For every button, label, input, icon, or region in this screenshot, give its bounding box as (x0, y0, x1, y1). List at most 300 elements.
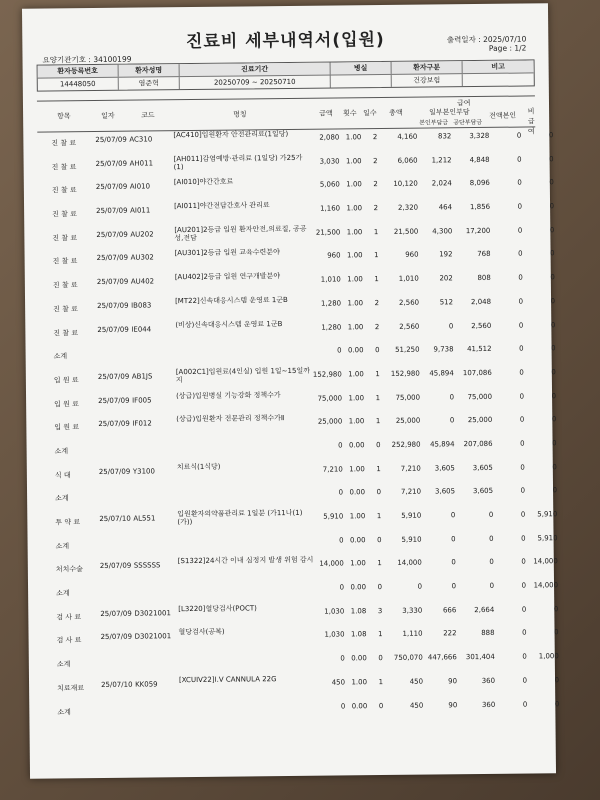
cell-cat: 입 원 료 (54, 423, 80, 432)
cell-days: 2 (373, 204, 379, 213)
cell-amt: 1,030 (324, 607, 345, 616)
cell-total: 25,000 (395, 416, 421, 426)
cell-amt: 7,210 (322, 465, 343, 474)
cell-pat: 447,666 (427, 653, 457, 662)
label-period: 진료기간 (180, 63, 331, 77)
cell-days: 0 (378, 654, 383, 663)
label-patient-type: 환자구분 (392, 61, 463, 74)
cell-pat: 222 (443, 629, 457, 638)
cell-ins: 0 (489, 534, 494, 543)
patient-name: 염준혁 (119, 77, 180, 90)
cell-non: 0 (550, 297, 556, 306)
cell-ins: 2,560 (471, 321, 492, 330)
cell-code: Y3100 (132, 467, 155, 476)
cell-code: AI011 (130, 206, 151, 215)
cell-amt: 0 (339, 583, 345, 592)
cell-name: [MT22]신속대응시스템 운영료 1군B (175, 295, 288, 306)
cell-cnt: 1.00 (346, 251, 363, 260)
cell-ins: 8,096 (469, 179, 490, 188)
cell-code: D3021001 (134, 608, 171, 618)
cell-days: 1 (376, 464, 381, 473)
cell-ins: 2,048 (470, 297, 492, 306)
cell-cnt: 0.00 (350, 583, 367, 592)
cell-full: 0 (521, 581, 527, 590)
cell-name: [AC410]입원환자 안전관리료(1일당) (173, 129, 289, 140)
cell-name: [AU402]2등급 입원 연구개발분야 (174, 272, 281, 282)
cell-code: IF005 (132, 396, 152, 405)
cell-ins: 41,512 (467, 345, 492, 354)
cell-total: 1,010 (398, 274, 419, 283)
cell-date: 25/07/10 (101, 680, 133, 689)
cell-non: 0 (554, 628, 559, 637)
cell-pat: 90 (448, 700, 458, 709)
cell-ins: 360 (481, 676, 496, 685)
cell-total: 14,000 (397, 558, 422, 568)
col-total: 총액 (389, 108, 403, 117)
cell-code: IB083 (131, 301, 152, 310)
cell-full: 0 (518, 249, 523, 259)
cell-name: 입원환자의약품관리료 1일분 (가11나(1)(가)) (177, 508, 303, 527)
cell-days: 1 (374, 251, 379, 260)
cell-date: 25/07/09 (95, 135, 127, 145)
cell-total: 0 (417, 582, 423, 591)
cell-code: SSSSSS (133, 561, 161, 571)
cell-amt: 0 (338, 441, 343, 450)
cell-non: 0 (551, 344, 556, 353)
cell-total: 5,910 (401, 535, 422, 544)
col-name: 명칭 (233, 110, 247, 119)
cell-total: 450 (409, 701, 424, 710)
cell-days: 1 (373, 227, 379, 236)
cell-pat: 832 (437, 132, 452, 141)
cell-name: [A002C1]입원료(4인실) 입원 1일~15일까지 (175, 366, 311, 385)
col-date: 일자 (101, 111, 115, 120)
cell-full: 0 (516, 131, 522, 140)
cell-amt: 5,060 (319, 180, 340, 190)
cell-full: 0 (520, 439, 525, 448)
cell-days: 2 (373, 180, 378, 189)
patient-no: 14448050 (38, 78, 119, 91)
cell-code: AL551 (133, 514, 156, 523)
cell-name (176, 343, 312, 344)
cell-non: 0 (552, 439, 557, 448)
cell-full: 0 (522, 652, 527, 661)
cell-total: 252,980 (391, 440, 421, 449)
cell-pat: 2,024 (431, 179, 452, 188)
cell-pat: 45,894 (430, 440, 455, 449)
cell-cnt: 1.00 (346, 227, 363, 237)
cell-full: 0 (521, 605, 527, 614)
cell-pat: 0 (451, 534, 456, 543)
cell-cat: 진 찰 료 (52, 233, 78, 243)
col-full-pay: 전액본인 (489, 111, 517, 120)
cell-amt: 0 (340, 701, 346, 710)
cell-total: 1,110 (402, 630, 423, 639)
cell-total: 960 (405, 251, 419, 260)
document-title: 진료비 세부내역서(입원) (185, 29, 385, 53)
cell-amt: 152,980 (312, 370, 342, 379)
cell-full: 0 (520, 463, 525, 472)
cell-days: 1 (374, 275, 379, 284)
cell-pat: 202 (439, 274, 453, 283)
cell-amt: 1,160 (320, 204, 341, 213)
col-insurer-share: 공단부담금 (453, 118, 483, 127)
cell-days: 0 (376, 488, 382, 497)
cell-days: 0 (376, 440, 381, 450)
cell-ins: 3,605 (472, 487, 494, 496)
cell-total: 2,320 (397, 203, 419, 212)
cell-cat: 소계 (53, 352, 68, 361)
cell-name (179, 698, 315, 699)
cell-pat: 4,300 (432, 227, 453, 236)
cell-cat: 진 찰 료 (51, 139, 77, 148)
cell-cat: 소계 (54, 447, 69, 456)
cell-amt: 1,030 (324, 630, 345, 640)
cell-total: 4,160 (397, 132, 418, 141)
cell-non: 0 (549, 225, 555, 235)
org-code: 요양기관기호 : 34100199 (42, 54, 132, 65)
cell-days: 0 (377, 583, 383, 592)
cell-days: 3 (377, 606, 383, 615)
cell-non: 0 (549, 178, 554, 187)
col-benefit: 급여 (456, 99, 471, 108)
cell-cnt: 1.08 (350, 606, 367, 616)
cell-total: 2,560 (399, 322, 420, 331)
cell-cat: 진 찰 료 (51, 186, 77, 195)
cell-total: 6,060 (397, 156, 418, 165)
cell-amt: 1,280 (320, 299, 342, 308)
cell-ins: 207,086 (463, 439, 493, 449)
cell-non: 5,910 (537, 533, 558, 543)
cell-code: D3021001 (134, 632, 172, 642)
cell-ins: 2,664 (474, 605, 495, 614)
cell-date: 25/07/09 (96, 206, 128, 216)
cell-name: [XCUIV22]I.V CANNULA 22G (178, 674, 277, 684)
patient-info-table (37, 59, 535, 91)
label-room: 병실 (331, 62, 392, 75)
cell-full: 0 (518, 297, 524, 306)
cell-code: IF012 (132, 419, 152, 428)
cell-pat: 3,605 (434, 487, 456, 496)
cell-cat: 식 대 (54, 470, 71, 480)
cell-date: 25/07/09 (97, 372, 130, 381)
cell-ins: 301,404 (465, 652, 495, 662)
cell-cat: 투 약 료 (55, 518, 81, 527)
cell-cnt: 0.00 (351, 654, 367, 663)
cell-pat: 0 (451, 558, 456, 567)
cell-total: 3,330 (402, 606, 423, 615)
cell-amt: 450 (331, 678, 346, 687)
cell-non: 0 (551, 415, 557, 424)
cell-cat: 진 찰 료 (51, 162, 77, 172)
cell-date: 25/07/10 (99, 514, 131, 523)
cell-cnt: 0.00 (348, 441, 365, 450)
cell-pat: 9,738 (433, 345, 454, 354)
cell-cat: 입 원 료 (53, 376, 79, 385)
cell-ins: 0 (489, 558, 494, 567)
cell-name: [AU201]2등급 입원 환자안전,의료질, 공공성,전담 (174, 224, 307, 242)
cell-cat: 치료재료 (57, 683, 85, 693)
cell-code: IE044 (131, 324, 152, 334)
cell-full: 0 (517, 226, 523, 235)
label-patient-no: 환자등록번호 (38, 65, 119, 78)
col-patient-share: 본인부담금 (419, 119, 449, 127)
cell-amt: 0 (339, 536, 344, 545)
cell-name (178, 580, 314, 581)
cell-date: 25/07/09 (100, 609, 132, 618)
cell-non: 14,000 (533, 557, 558, 566)
cell-pat: 90 (448, 677, 458, 686)
cell-non: 0 (548, 131, 554, 140)
cell-name: [S1322]24시간 이내 심정지 발생 위험 감시 (177, 556, 314, 566)
cell-total: 5,910 (401, 511, 422, 520)
cell-days: 0 (378, 701, 384, 710)
cell-total: 10,120 (393, 180, 418, 189)
cell-cat: 소계 (56, 660, 71, 669)
cell-non: 0 (554, 676, 560, 685)
cell-amt: 1,010 (320, 275, 341, 284)
cell-date: 25/07/09 (95, 183, 128, 192)
cell-days: 1 (375, 393, 381, 402)
cell-days: 1 (378, 677, 384, 686)
cell-date: 25/07/09 (95, 159, 128, 168)
cell-name: [L3220]혈당검사(POCT) (178, 604, 257, 613)
cell-cat: 소계 (55, 494, 69, 503)
cell-ins: 17,200 (465, 226, 491, 235)
cell-cnt: 1.00 (347, 322, 364, 331)
cell-cat: 진 찰 료 (52, 257, 78, 266)
cell-amt: 0 (340, 654, 345, 663)
cell-total: 450 (409, 677, 424, 686)
cell-pat: 0 (448, 321, 454, 330)
cell-total: 75,000 (395, 393, 421, 402)
cell-cnt: 1.00 (348, 393, 365, 402)
cell-cat: 검 사 료 (56, 612, 82, 622)
cell-non: 0 (550, 320, 556, 329)
cell-non: 1,000 (538, 652, 559, 661)
cell-days: 0 (377, 535, 382, 544)
remarks (463, 73, 534, 86)
cell-cnt: 1.00 (348, 370, 364, 379)
cell-cnt: 1.00 (351, 678, 368, 687)
cell-pat: 666 (442, 606, 457, 615)
cell-code: AC310 (129, 135, 153, 144)
col-count: 횟수 (343, 109, 357, 118)
cell-amt: 75,000 (317, 394, 343, 403)
cell-pat: 0 (450, 511, 456, 520)
cell-code: AH011 (129, 159, 154, 168)
cell-total: 7,210 (400, 487, 422, 497)
cell-name: [AU301]2등급 입원 교육수련분야 (174, 248, 280, 258)
col-category: 항목 (57, 112, 71, 121)
cell-non: 0 (551, 391, 557, 400)
col-copay: 일부본인부담 (429, 108, 470, 117)
cell-total: 2,560 (398, 298, 420, 307)
cell-full: 0 (519, 392, 525, 401)
cell-cnt: 0.00 (347, 346, 364, 355)
cell-cat: 입 원 료 (54, 399, 79, 409)
cell-ins: 360 (481, 700, 496, 709)
cell-pat: 464 (438, 203, 453, 212)
cell-days: 1 (378, 630, 383, 639)
cell-date: 25/07/09 (98, 467, 131, 476)
cell-cat: 진 찰 료 (52, 281, 78, 290)
cell-total: 7,210 (400, 464, 421, 473)
cell-cnt: 1.08 (350, 630, 367, 639)
cell-non: 0 (549, 154, 554, 163)
subtotal-row (43, 696, 560, 725)
cell-cat: 진 찰 료 (53, 328, 79, 337)
cell-full: 0 (519, 368, 524, 377)
cell-amt: 1,280 (321, 322, 342, 332)
cell-non: 0 (549, 202, 555, 211)
label-remarks: 비고 (491, 62, 505, 71)
cell-date: 25/07/09 (98, 396, 130, 405)
cell-name: [AI010]야간간호료 (173, 177, 234, 187)
treatment-period: 20250709 ~ 20250710 (180, 76, 331, 90)
cell-ins: 3,328 (469, 131, 490, 141)
cell-cat: 소계 (56, 589, 70, 598)
cell-amt: 14,000 (319, 559, 344, 569)
cell-days: 1 (375, 417, 381, 426)
cell-date: 25/07/09 (96, 230, 128, 239)
cell-full: 0 (522, 676, 528, 685)
cell-non: 0 (550, 249, 555, 258)
cell-cnt: 1.00 (348, 417, 365, 426)
cell-cnt: 1.00 (349, 464, 365, 473)
cell-pat: 0 (449, 416, 455, 425)
cell-pat: 192 (439, 250, 453, 259)
col-non-benefit: 비급여 (527, 107, 535, 136)
cell-pat: 1,212 (431, 155, 452, 165)
col-amount: 금액 (319, 109, 333, 118)
cell-ins: 888 (481, 629, 495, 638)
cell-non: 0 (550, 273, 555, 282)
cell-pat: 512 (439, 298, 454, 307)
cell-non: 0 (554, 699, 560, 708)
cell-name: [AH011]감염예방·관리료 (1일당) 가25가(1) (173, 153, 303, 171)
room (331, 75, 392, 88)
cell-date: 25/07/09 (100, 633, 133, 642)
cell-non: 0 (551, 368, 556, 377)
cell-date: 25/07/09 (96, 277, 129, 287)
page-number: Page : 1/2 (488, 43, 527, 53)
cell-total: 51,250 (395, 345, 420, 355)
document-page (22, 3, 560, 778)
cell-amt: 0 (338, 488, 344, 497)
cell-ins: 0 (488, 510, 494, 519)
cell-cat: 소계 (55, 541, 70, 551)
cell-cnt: 1.00 (345, 156, 362, 166)
cell-code: KK059 (135, 680, 158, 689)
cell-code: AU402 (130, 277, 155, 286)
cell-full: 0 (517, 178, 522, 187)
cell-days: 0 (375, 346, 380, 355)
cell-days: 1 (377, 559, 382, 568)
cell-full: 0 (518, 321, 524, 330)
cell-name (177, 532, 313, 533)
cell-days: 1 (375, 369, 380, 378)
cell-amt: 25,000 (317, 417, 343, 426)
print-date: 출력일자 : 2025/07/10 (446, 34, 527, 45)
cell-name (179, 651, 315, 652)
cell-cnt: 1.00 (349, 512, 366, 521)
cell-non: 5,910 (537, 510, 558, 519)
cell-days: 2 (374, 322, 380, 331)
cell-cat: 소계 (57, 707, 71, 716)
cell-ins: 3,605 (472, 463, 493, 472)
cell-days: 2 (373, 156, 378, 165)
cell-full: 0 (517, 202, 523, 211)
cell-days: 1 (376, 512, 382, 521)
cell-full: 0 (521, 534, 526, 543)
detail-rows (37, 127, 560, 724)
cell-cnt: 1.00 (347, 299, 364, 308)
col-days: 일수 (363, 109, 377, 118)
cell-date: 25/07/09 (97, 301, 129, 310)
cell-cnt: 0.00 (349, 488, 366, 497)
cell-ins: 75,000 (467, 392, 493, 401)
cell-days: 2 (374, 298, 380, 307)
cell-total: 152,980 (390, 369, 420, 378)
cell-code: AU302 (130, 253, 154, 263)
cell-name (176, 438, 312, 439)
cell-ins: 808 (477, 274, 491, 283)
cell-full: 0 (520, 486, 526, 495)
cell-cat: 검 사 료 (56, 636, 82, 645)
cell-name: (비상)신속대응시스템 운영료 1군B (175, 319, 283, 329)
cell-full: 0 (520, 510, 526, 519)
cell-amt: 2,080 (319, 133, 340, 142)
col-code: 코드 (141, 111, 155, 120)
cell-name: (상급)입원병실 기능강화 정책수가 (176, 390, 281, 400)
cell-non: 14,000 (533, 581, 559, 590)
cell-non: 0 (552, 462, 557, 471)
cell-code: AB1JS (131, 372, 153, 381)
cell-date: 25/07/09 (98, 419, 130, 429)
cell-code: AU202 (130, 230, 154, 239)
cell-cnt: 1.00 (346, 180, 362, 189)
cell-ins: 107,086 (462, 368, 492, 378)
cell-date: 25/07/09 (99, 562, 132, 571)
cell-date: 25/07/09 (96, 254, 129, 263)
cell-amt: 0 (337, 346, 342, 355)
cell-full: 0 (519, 415, 525, 424)
cell-cat: 진 찰 료 (52, 210, 77, 219)
cell-pat: 3,605 (434, 463, 455, 473)
cell-cnt: 0.00 (351, 701, 368, 710)
cell-pat: 0 (449, 392, 455, 401)
cell-name: 혈당검사(공복) (178, 628, 225, 637)
cell-name: 치료식(1식당) (176, 462, 221, 471)
cell-full: 0 (521, 557, 526, 566)
cell-cnt: 1.00 (346, 204, 363, 213)
cell-amt: 21,500 (315, 228, 341, 237)
cell-full: 0 (519, 344, 524, 353)
cell-pat: 0 (451, 582, 457, 591)
cell-cnt: 0.00 (349, 535, 366, 545)
cell-code: AI010 (129, 182, 151, 192)
cell-cat: 진 찰 료 (53, 305, 78, 314)
cell-full: 0 (522, 628, 527, 638)
cell-full: 0 (522, 700, 528, 709)
cell-cat: 처치수술 (55, 565, 83, 574)
cell-cnt: 1.00 (350, 559, 366, 568)
cell-ins: 0 (489, 581, 495, 590)
cell-amt: 3,030 (319, 157, 340, 166)
cell-ins: 768 (477, 250, 491, 259)
label-patient-name: 환자성명 (119, 64, 180, 77)
